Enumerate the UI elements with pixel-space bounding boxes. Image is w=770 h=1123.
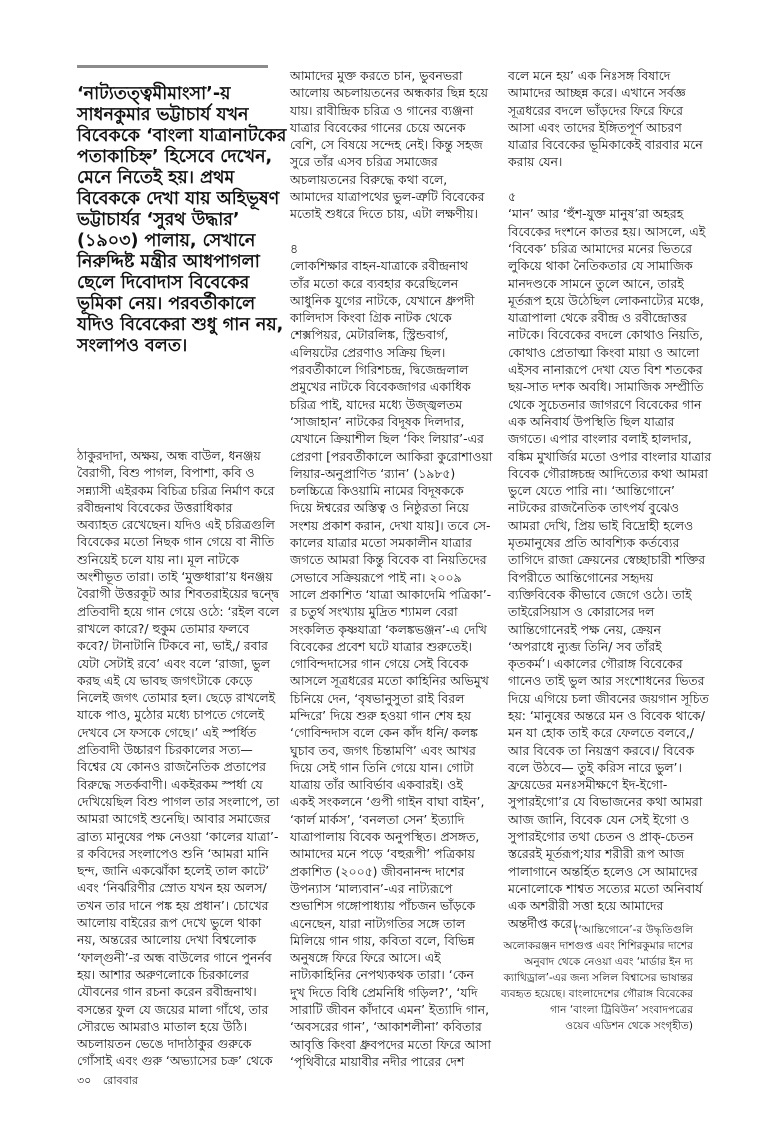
text-line: বেশি, সে বিষয়ে সন্দেহ নেই। কিন্তু সহজ <box>290 137 483 153</box>
text-line: প্রতিবাদী হয়ে গান গেয়ে ওঠে: ‘রইল বলে <box>77 603 280 619</box>
text-line: বঙ্কিম মুখার্জির মতো ওপার বাংলার যাত্রার <box>508 448 712 464</box>
text-line: ওয়েব এডিশন থেকে সংগৃহীত) <box>565 1020 693 1032</box>
text-line: ‘অবসরের গান’, ‘আকাশলীনা’ কবিতার <box>290 1019 482 1035</box>
text-line: শুনিয়েই চলে যায় না। মূল নাটকে <box>77 551 239 567</box>
text-line: একই সংকলনে ‘গুপী গাইন বাঘা বাইন’, <box>290 794 485 810</box>
text-line: আন্তিগোনেরই পক্ষ নেয়, ক্রেয়ন <box>508 621 661 637</box>
text-line: সুপারইগোর তথা চেতন ও প্রাক্-চেতন <box>508 829 694 845</box>
text-line: বৈরাগী উত্তরকূট আর শিবতরাইয়ের দ্বন্দ্বে <box>77 586 279 602</box>
text-line: নয়, অন্তরের আলোয় দেখা বিশ্বলোক <box>77 932 257 948</box>
text-line: বিবেকের মতো নিছক গান গেয়ে বা নীতি <box>77 534 275 550</box>
text-line: উপন্যাস ‘মাল্যবান’-এর নাট্যরূপে <box>290 880 453 896</box>
text-line: থেকে সুচেতনার জাগরণে বিবেকের গান <box>508 396 702 412</box>
page-footer <box>77 1072 146 1091</box>
text-line: অন্তর্দীপ্ত করে। <box>508 915 577 931</box>
text-line: ভূমিকা নেয়। পরবর্তীকালে <box>77 294 256 314</box>
text-line: মূর্তরূপ হয়ে উঠেছিল লোকনাট্যের মঞ্চে, <box>508 292 704 308</box>
quotation-credits <box>501 922 693 1034</box>
text-line: ঘুচাব তব, জগৎ চিন্তামণি’ এবং আখর <box>290 742 476 758</box>
text-line: সূত্রধরের বদলে ভাঁড়দের ফিরে ফিরে <box>508 102 683 118</box>
text-line: ব্রাত্য মানুষের পক্ষ নেওয়া ‘কালের যাত্রা’- <box>77 828 279 844</box>
text-line <box>508 171 711 188</box>
text-line: এক অনিবার্য উপস্থিতি ছিল যাত্রার <box>508 413 675 429</box>
text-line: গোবিন্দদাসের গান গেয়ে সেই বিবেক <box>290 656 469 672</box>
text-line: গোঁসাই এবং গুরু ‘অভ্যাসের চক্র’ থেকে <box>77 1053 273 1069</box>
text-line: লোকশিক্ষার বাহন-যাত্রাকে রবীন্দ্রনাথ <box>290 258 468 274</box>
text-line: যাত্রার বিবেকের ভূমিকাকেই বারবার মনে <box>508 137 703 153</box>
text-line: পরবর্তীকালে গিরিশচন্দ্র, দ্বিজেন্দ্রলাল <box>290 362 469 378</box>
text-line: বসন্তের ফুল যে জয়ের মালা গাঁথে, তার <box>77 1001 269 1017</box>
text-line: যেখানে ক্রিয়াশীল ছিল ‘কিং লিয়ার’-এর <box>290 431 484 447</box>
text-line: আজ জানি, বিবেক যেন সেই ইগো ও <box>508 811 690 827</box>
text-line: আবৃত্তি কিংবা ধ্রুবপদের মতো ফিরে আসা <box>290 1036 491 1052</box>
text-line: দেখবে সে ফসকে গেছে।’ এই স্পর্ধিত <box>77 724 257 740</box>
text-line: মন যা হোক তাই করে ফেলতে বলবে,/ <box>508 725 694 741</box>
pull-quote <box>77 84 286 357</box>
text-line: অচলায়তনের বিরুদ্ধে কথা বলে, <box>290 171 448 187</box>
text-line: প্রেরণা [পরবর্তীকালে আকিরা কুরোশাওয়া <box>290 448 493 464</box>
text-line: র চতুর্থ সংখ্যায় মুদ্রিত শ্যামল বেরা <box>290 604 458 620</box>
text-line: বিরুদ্ধে সতর্কবাণী। একইরকম স্পর্ধা যে <box>77 776 263 792</box>
text-line: গান ‘বাংলা ট্রিবিউন’ সংবাদপত্রের <box>550 1004 693 1016</box>
text-line: এলিয়টের প্রেরণাও সক্রিয় ছিল। <box>290 344 446 360</box>
text-line: মৃতমানুষের প্রতি আবশ্যিক কর্তব্যের <box>508 535 680 551</box>
text-line: কৃতকর্ম’। একালের গৌরাঙ্গ বিবেকের <box>508 656 683 672</box>
text-line: আমরা দেখি, প্রিয় ভাই বিদ্রোহী হলেও <box>508 517 694 533</box>
text-line: তখন তার দানে পঙ্ক হয় প্রধান’। চোখের <box>77 897 269 913</box>
text-line: যাত্রাপালা থেকে রবীন্দ্র ও রবীন্দ্রোত্তর <box>508 310 687 326</box>
text-line: সংলাপও বলত। <box>77 336 188 356</box>
text-line: মতোই শুধরে দিতে চায়, এটা লক্ষণীয়। <box>290 206 478 222</box>
text-line: নিলেই জগৎ তোমার হল। ছেড়ে রাখলেই <box>77 690 276 706</box>
text-line: ভুলে যেতে পারি না। ‘আন্তিগোনে’ <box>508 483 675 499</box>
text-line: বলে মনে হয়’ এক নিঃসঙ্গ বিষাদে <box>508 68 671 83</box>
text-line: পতাকাচিহ্ন’ হিসেবে দেখেন, <box>77 147 273 167</box>
article-column-1 <box>77 447 279 1070</box>
text-line: ব্যবহৃত হয়েছে। বাংলাদেশের গৌরাঙ্গ বিবেকের <box>500 988 693 1000</box>
text-line: তাগিদে রাজা ক্রেয়নের স্বেচ্ছাচারী শক্তির <box>508 552 706 568</box>
text-line: আসলে সূত্রধরের মতো কাহিনির অভিমুখ <box>290 673 489 689</box>
text-line: লিয়ার-অনুপ্রাণিত ‘র‍্যান’ (১৯৮৫) <box>290 465 456 481</box>
article-column-2 <box>290 67 492 1070</box>
text-line: যেটা সেটাই রবে’ এবং বলে ‘রাজা, ভুল <box>77 655 270 671</box>
text-line: অব্যাহত রেখেছেন। যদিও এই চরিত্রগুলি <box>77 517 275 533</box>
text-line: র কবিদের সংলাপেও শুনি ‘আমরা মানি <box>77 845 269 861</box>
section-number: ৫ <box>508 189 517 205</box>
text-line: হয়: ‘মানুষের অন্তরে মন ও বিবেক থাকে/ <box>508 707 705 723</box>
text-line: সংশয় প্রকাশ করান, দেখা যায়]। তবে সে- <box>290 517 491 533</box>
text-line: যাকে পাও, মুঠোর মধ্যে চাপতে গেলেই <box>77 707 265 723</box>
text-line: শেক্সপিয়র, মেটারলিঙ্ক, স্ট্রিন্ডবার্গ, <box>290 327 449 343</box>
text-line: নাটকের রাজনৈতিক তাৎপর্য বুঝেও <box>508 500 680 516</box>
text-line: কোথাও প্রেতাত্মা কিংবা মায়া ও আলো <box>508 344 700 360</box>
text-line: বিবেকের প্রবেশ ঘটে যাত্রার শুরুতেই। <box>290 638 472 654</box>
text-line: ‘নাট্যতত্ত্বমীমাংসা’-য় <box>77 84 231 104</box>
text-line: বিবেকের দংশনে কাতর হয়। আসলে, এই <box>508 223 706 239</box>
text-line: সৌরভে আমরাও মাতাল হয়ে উঠি। <box>77 1018 248 1034</box>
text-line: ছন্দ, জানি একঝোঁকা হলেই তাল কাটে’ <box>77 863 270 879</box>
text-line: কালিদাস কিংবা গ্রিক নাটক থেকে <box>290 310 452 326</box>
text-line: মনোলোকে শাশ্বত সত্যের মতো অনিবার্য <box>508 880 703 896</box>
text-line: প্রকাশিত (২০০৫) জীবনানন্দ দাশের <box>290 863 465 879</box>
text-line: যৌবনের গান রচনা করেন রবীন্দ্রনাথ। <box>77 984 257 1000</box>
text-line: মিলিয়ে গান গায়, কবিতা বলে, বিভিন্ন <box>290 932 475 948</box>
text-line: এক অশরীরী সত্তা হয়ে আমাদের <box>508 898 664 914</box>
text-line: আমাদের যাত্রাপথের ভুল-ত্রুটি বিবেকের <box>290 189 485 205</box>
text-line: আসা এবং তাদের ইঙ্গিতপূর্ণ আচরণ <box>508 119 682 135</box>
text-line: বিবেককে দেখা যায় অহিভূষণ <box>77 189 280 209</box>
text-line: বিপরীতে আন্তিগোনের সহৃদয় <box>508 569 654 585</box>
pull-quote-top-rule <box>77 65 268 68</box>
text-line: মেনে নিতেই হয়। প্রথম <box>77 168 235 188</box>
text-line: যায়। রাবীন্দ্রিক চরিত্র ও গানের ব্যঞ্জনা <box>290 102 474 118</box>
text-line: বিশ্বের যে কোনও রাজনৈতিক প্রতাপের <box>77 759 266 775</box>
text-line: চলচ্চিত্রে কিওয়ামি নামের বিদূষককে <box>290 483 464 499</box>
text-line: ‘বিবেক’ চরিত্র আমাদের মনের ভিতরে <box>508 240 692 256</box>
text-line: ফ্রয়েডের মনঃসমীক্ষণে ইদ-ইগো- <box>508 777 668 793</box>
text-line: আলোয় অচলায়তনের অন্ধকার ছিন্ন হয়ে <box>290 85 488 101</box>
text-line: ক্যাথিড্রাল’-এর জন্য সলিল বিশ্বাসের ভাষান্তর <box>503 972 693 984</box>
text-line: বলে উঠবে— তুই করিস নারে ভুল’। <box>508 759 682 775</box>
text-line: আমাদের মনে পড়ে ‘বহুরূপী’ পত্রিকায় <box>290 846 475 862</box>
text-line: করছ এই যে ভাবছ জগৎটাকে কেড়ে <box>77 672 253 688</box>
text-line: নাট্যকাহিনির নেপথ্যকথক তারা। ‘কেন <box>290 967 474 983</box>
text-line: সন্ন্যাসী এইরকম বিচিত্র চরিত্র নির্মাণ করে <box>77 482 275 498</box>
text-line: ছেলে দিবোদাস বিবেকের <box>77 273 250 293</box>
text-line: প্রতিবাদী উচ্চারণ চিরকালের সত্য— <box>77 742 253 758</box>
text-line: প্রমুখের নাটকে বিবেকজাগর একাধিক <box>290 379 471 395</box>
text-line: অনুষঙ্গে ফিরে ফিরে আসে। এই <box>290 950 441 966</box>
text-line: অচলায়তন ভেঙে দাদাঠাকুর গুরুকে <box>77 1036 252 1052</box>
text-line: বিবেক গৌরাঙ্গচন্দ্র আদিত্যের কথা আমরা <box>508 465 708 481</box>
text-line: দুখ দিতে বিধি প্রেমনিধি গড়িল?’, ‘যদি <box>290 984 478 1000</box>
text-line: সারাটি জীবন কাঁদাবে এমন’ ইত্যাদি গান, <box>290 1002 490 1018</box>
text-line: সেভাবে সক্রিয়রূপে পাই না। ২০০৯ <box>290 569 462 585</box>
text-line: ‘পৃথিবীরে মায়াবীর নদীর পারের দেশ <box>290 1053 465 1069</box>
text-line: সুরে তাঁর এসব চরিত্র সমাজের <box>290 154 438 170</box>
text-line: এবং ‘নির্ঝরিণীর স্রোত যখন হয় অলস/ <box>77 880 267 896</box>
section-number: ৪ <box>290 240 299 256</box>
text-line: অলোকরঞ্জন দাশগুপ্ত এবং শিশিরকুমার দাশের <box>503 940 693 952</box>
text-line: নিরুদ্দিষ্ট মন্ত্রীর আধপাগলা <box>77 252 260 272</box>
text-line: এনেছেন, যারা নাট্যগতির সঙ্গে তাল <box>290 915 466 931</box>
text-line: লুকিয়ে থাকা নৈতিকতার যে সামাজিক <box>508 258 693 274</box>
text-line: এইসব নানারূপে দেখা যেত বিশ শতকের <box>508 362 703 378</box>
text-line: স্তরেরই মূর্তরূপ;যার শরীরী রূপ আজ <box>508 846 685 862</box>
text-line: ‘সাজাহান’ নাটকের বিদূষক দিলদার, <box>290 413 465 429</box>
text-line: (১৯০৩) পালায়, সেখানে <box>77 231 256 251</box>
text-line: হয়। আশার অরুণলোকে চিরকালের <box>77 966 249 982</box>
text-line: অংশীভূত তারা। তাই ‘মুক্তধারা’য় ধনঞ্জয় <box>77 569 273 585</box>
text-line: দিয়ে সেই গান তিনি গেয়ে যান। গোটা <box>290 759 474 775</box>
text-line: সাধনকুমার ভট্টাচার্য যখন <box>77 105 249 125</box>
text-line: আমাদের মুক্ত করতে চান, ভুবনভরা <box>290 68 463 83</box>
text-line: আধুনিক যুগের নাটকে, যেখানে ধ্রুপদী <box>290 292 475 308</box>
text-line: যাত্রায় তাঁর আবির্ভাব একবারই। ওই <box>290 777 463 793</box>
text-line: যাত্রাপালায় বিবেক অনুপস্থিত। প্রসঙ্গত, <box>290 829 480 845</box>
text-line: চিনিয়ে দেন, ‘বৃষভানুসুতা রাই বিরল <box>290 690 465 706</box>
text-line: শুভাশিস গঙ্গোপাধ্যায় পাঁচজন ভাঁড়কে <box>290 898 476 914</box>
text-line: রবীন্দ্রনাথ বিবেকের উত্তরাধিকার <box>77 499 233 515</box>
text-line: গানেও তাই ভুল আর সংশোধনের ভিতর <box>508 673 705 689</box>
text-line: আমরা আগেই শুনেছি। আবার সমাজের <box>77 811 271 827</box>
text-line: যদিও বিবেকেরা শুধু গান নয়, <box>77 315 284 335</box>
text-line: দেখিয়েছিল বিশু পাগল তার সংলাপে, তা <box>77 793 280 809</box>
text-line: ব্যক্তিবিবেক কীভাবে জেগে ওঠে। তাই <box>508 586 692 602</box>
text-line: আলোয় বাইরের রূপ দেখে ভুলে থাকা <box>77 915 262 931</box>
text-line: তাঁর মতো করে ব্যবহার করেছিলেন <box>290 275 459 291</box>
text-line: অনুবাদ থেকে নেওয়া এবং ‘মার্ডার ইন দ্য <box>524 956 693 968</box>
text-line: সালে প্রকাশিত ‘যাত্রা আকাদেমি পত্রিকা’- <box>290 586 492 602</box>
text-line: আর বিবেক তা নিয়ন্ত্রণ করবে।/ বিবেক <box>508 742 695 758</box>
text-line: মন্দিরে’ দিয়ে শুরু হওয়া গান শেষ হয় <box>290 707 471 723</box>
magazine-name: রোববার <box>102 1074 139 1087</box>
text-line: বৈরাগী, বিশু পাগল, বিপাশা, কবি ও <box>77 465 255 481</box>
text-line: কালের যাত্রার মতো সমকালীন যাত্রার <box>290 535 472 551</box>
text-line: করায় যেন। <box>508 154 563 170</box>
text-line: ‘অপরাধে ন্যুব্জ তিনি/ সব তাঁরই <box>508 638 662 654</box>
text-line: ‘কার্ল মার্কস’, ‘বনলতা সেন’ ইত্যাদি <box>290 811 465 827</box>
text-line: ‘গোবিন্দদাস বলে কেন কাঁদ ধনি/ কলঙ্ক <box>290 725 478 741</box>
text-line: বিবেককে ‘বাংলা যাত্রানাটকের <box>77 126 287 146</box>
text-line: ‘মান’ আর ‘হুঁশ-যুক্ত মানুষ’রা অহরহ <box>508 206 684 222</box>
text-line: দিয়ে এগিয়ে চলা জীবনের জয়গান সূচিত <box>508 690 709 706</box>
text-line: ভট্টাচার্যর ‘সুরথ উদ্ধার’ <box>77 210 240 230</box>
text-line: কবে?/ টানাটানি টিকবে না, ভাই,/ রবার <box>77 638 268 654</box>
text-line: নাটকে। বিবেকের বদলে কোথাও নিয়তি, <box>508 327 704 343</box>
page-number: ৩০ <box>77 1074 92 1087</box>
text-line: চরিত্র পাই, যাদের মধ্যে উজ্জ্বলতম <box>290 396 463 412</box>
text-line: ‘ফাল্গুনী’-র অন্ধ বাউলের গানে পুনর্নব <box>77 949 272 965</box>
article-column-3 <box>508 67 711 932</box>
text-line: রাখলে কারে?/ হুকুম তোমার ফলবে <box>77 620 250 636</box>
text-line: আমাদের আচ্ছন্ন করে। এখানে সর্বজ্ঞ <box>508 85 686 101</box>
text-line: দিয়ে ঈশ্বরের অস্তিত্ব ও নিষ্ঠুরতা নিয়ে <box>290 500 469 516</box>
text-line: জগতে আমরা কিন্তু বিবেক বা নিয়তিদের <box>290 552 487 568</box>
text-line <box>290 223 492 240</box>
text-line: তাইরেসিয়াস ও কোরাসের দল <box>508 604 655 620</box>
text-line: যাত্রার বিবেকের গানের চেয়ে অনেক <box>290 119 466 135</box>
text-line: ছয়-সাত দশক অবধি। সামাজিক সম্প্রীতি <box>508 379 704 395</box>
text-line: মানদণ্ডকে সামনে তুলে আনে, তারই <box>508 275 684 291</box>
text-line: ঠাকুরদাদা, অক্ষয়, অন্ধ বাউল, ধনঞ্জয় <box>77 448 261 463</box>
text-line: (‘আন্তিগোনে’-র উদ্ধৃতিগুলি <box>574 924 693 936</box>
text-line: পালাগানে অন্তর্হিত হলেও সে আমাদের <box>508 863 698 879</box>
text-line: সংকলিত কৃষ্ণযাত্রা ‘কলঙ্কভঞ্জন’-এ দেখি <box>290 621 487 637</box>
text-line: সুপারইগো’র যে বিভাজনের কথা আমরা <box>508 794 703 810</box>
text-line: জগতে। এপার বাংলার বলাই হালদার, <box>508 431 692 447</box>
